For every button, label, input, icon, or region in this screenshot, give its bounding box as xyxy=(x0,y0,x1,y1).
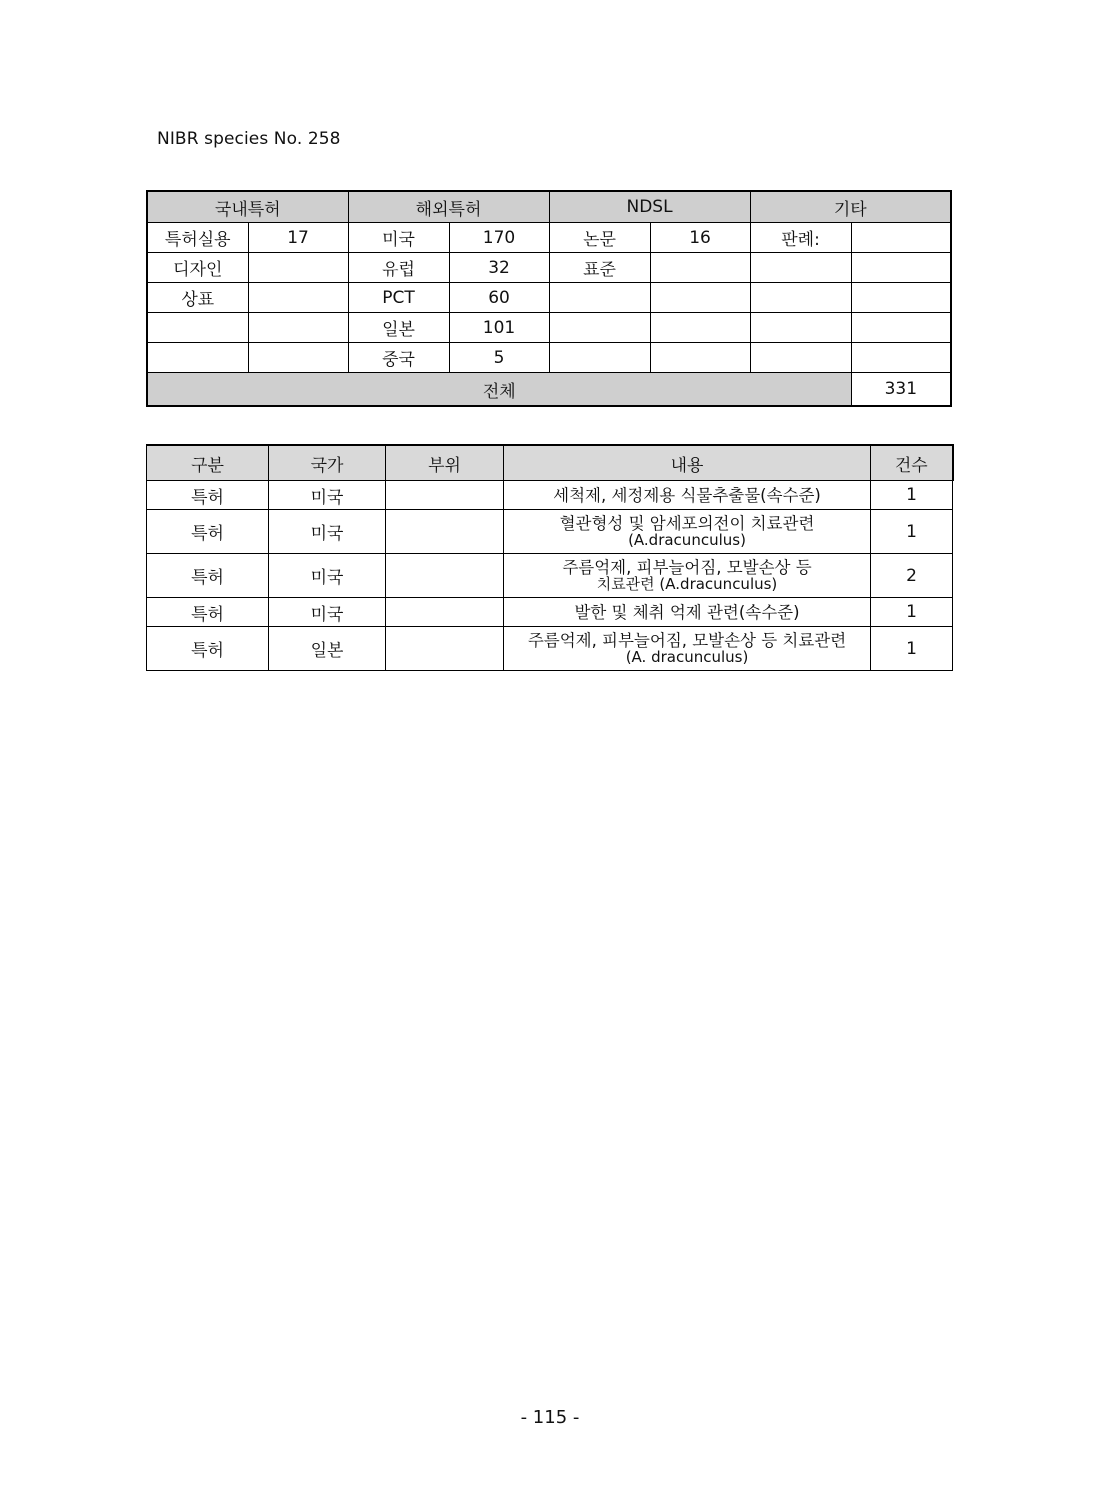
summary-cell: 60 xyxy=(449,283,549,313)
summary-cell xyxy=(147,313,248,343)
summary-row xyxy=(147,343,951,373)
content-line1: 세척제, 세정제용 식물추출물(속수준) xyxy=(553,485,821,505)
summary-total-row xyxy=(147,373,951,407)
summary-cell xyxy=(650,283,750,313)
total-value: 331 xyxy=(851,373,951,407)
content-line1: 혈관형성 및 암세포의전이 치료관련 xyxy=(559,513,815,533)
content-line1: 주름억제, 피부늘어짐, 모발손상 등 xyxy=(562,557,812,577)
table-row xyxy=(147,554,953,598)
row-type: 특허 xyxy=(147,627,269,671)
row-count: 2 xyxy=(871,554,953,598)
summary-cell: 논문 xyxy=(549,223,650,253)
row-country: 미국 xyxy=(269,481,386,510)
summary-header-row xyxy=(147,191,951,223)
summary-cell xyxy=(248,313,348,343)
detail-header-row xyxy=(147,445,953,481)
header-count: 건수 xyxy=(871,445,953,481)
summary-cell xyxy=(549,283,650,313)
summary-row xyxy=(147,223,951,253)
row-type: 특허 xyxy=(147,598,269,627)
header-ndsl: NDSL xyxy=(549,191,750,223)
summary-cell: PCT xyxy=(348,283,449,313)
row-part xyxy=(386,598,504,627)
summary-cell: 16 xyxy=(650,223,750,253)
header-content: 내용 xyxy=(504,445,871,481)
row-count: 1 xyxy=(871,627,953,671)
summary-cell xyxy=(851,313,951,343)
row-type: 특허 xyxy=(147,510,269,554)
row-content xyxy=(504,598,871,627)
row-country: 일본 xyxy=(269,627,386,671)
table-row xyxy=(147,598,953,627)
summary-cell xyxy=(750,313,851,343)
content-line1: 발한 및 체취 억제 관련(속수준) xyxy=(574,602,800,622)
header-category: 구분 xyxy=(147,445,269,481)
header-overseas: 해외특허 xyxy=(348,191,549,223)
patent-summary-table xyxy=(146,190,952,407)
row-part xyxy=(386,481,504,510)
content-line2: 치료관련 (A.dracunculus) xyxy=(596,574,778,593)
row-count: 1 xyxy=(871,481,953,510)
row-type: 특허 xyxy=(147,554,269,598)
summary-cell xyxy=(248,283,348,313)
header-domestic: 국내특허 xyxy=(147,191,348,223)
row-content xyxy=(504,554,871,598)
header-other: 기타 xyxy=(750,191,951,223)
content-line2: (A. dracunculus) xyxy=(625,647,749,666)
summary-cell: 표준 xyxy=(549,253,650,283)
summary-cell xyxy=(248,343,348,373)
summary-row xyxy=(147,313,951,343)
row-part xyxy=(386,554,504,598)
summary-cell xyxy=(851,223,951,253)
row-content xyxy=(504,510,871,554)
summary-cell xyxy=(851,283,951,313)
summary-cell: 32 xyxy=(449,253,549,283)
row-count: 1 xyxy=(871,598,953,627)
content-line2: (A.dracunculus) xyxy=(628,530,746,549)
row-country: 미국 xyxy=(269,510,386,554)
content-line1: 주름억제, 피부늘어짐, 모발손상 등 치료관련 xyxy=(527,630,847,650)
summary-cell xyxy=(851,343,951,373)
summary-cell: 유럽 xyxy=(348,253,449,283)
summary-cell xyxy=(650,343,750,373)
summary-cell: 일본 xyxy=(348,313,449,343)
summary-cell: 상표 xyxy=(147,283,248,313)
summary-cell: 중국 xyxy=(348,343,449,373)
summary-cell xyxy=(147,343,248,373)
summary-cell: 5 xyxy=(449,343,549,373)
summary-cell xyxy=(650,253,750,283)
row-country: 미국 xyxy=(269,554,386,598)
summary-cell xyxy=(248,253,348,283)
summary-cell xyxy=(750,283,851,313)
row-part xyxy=(386,510,504,554)
row-type: 특허 xyxy=(147,481,269,510)
species-number: NIBR species No. 258 xyxy=(157,129,341,149)
row-content xyxy=(504,627,871,671)
patent-detail-table xyxy=(146,444,954,671)
summary-cell: 101 xyxy=(449,313,549,343)
summary-cell: 17 xyxy=(248,223,348,253)
summary-cell xyxy=(549,313,650,343)
summary-cell xyxy=(851,253,951,283)
header-country: 국가 xyxy=(269,445,386,481)
table-row xyxy=(147,627,953,671)
summary-cell xyxy=(650,313,750,343)
row-content xyxy=(504,481,871,510)
total-label: 전체 xyxy=(147,373,851,407)
table-row xyxy=(147,481,953,510)
row-count: 1 xyxy=(871,510,953,554)
summary-cell: 170 xyxy=(449,223,549,253)
summary-cell xyxy=(549,343,650,373)
row-part xyxy=(386,627,504,671)
header-part: 부위 xyxy=(386,445,504,481)
table-row xyxy=(147,510,953,554)
summary-row xyxy=(147,283,951,313)
row-country: 미국 xyxy=(269,598,386,627)
summary-cell: 특허실용 xyxy=(147,223,248,253)
summary-cell: 미국 xyxy=(348,223,449,253)
summary-row xyxy=(147,253,951,283)
summary-cell xyxy=(750,253,851,283)
summary-cell: 판례: xyxy=(750,223,851,253)
summary-cell: 디자인 xyxy=(147,253,248,283)
page-number: - 115 - xyxy=(520,1407,580,1428)
summary-cell xyxy=(750,343,851,373)
